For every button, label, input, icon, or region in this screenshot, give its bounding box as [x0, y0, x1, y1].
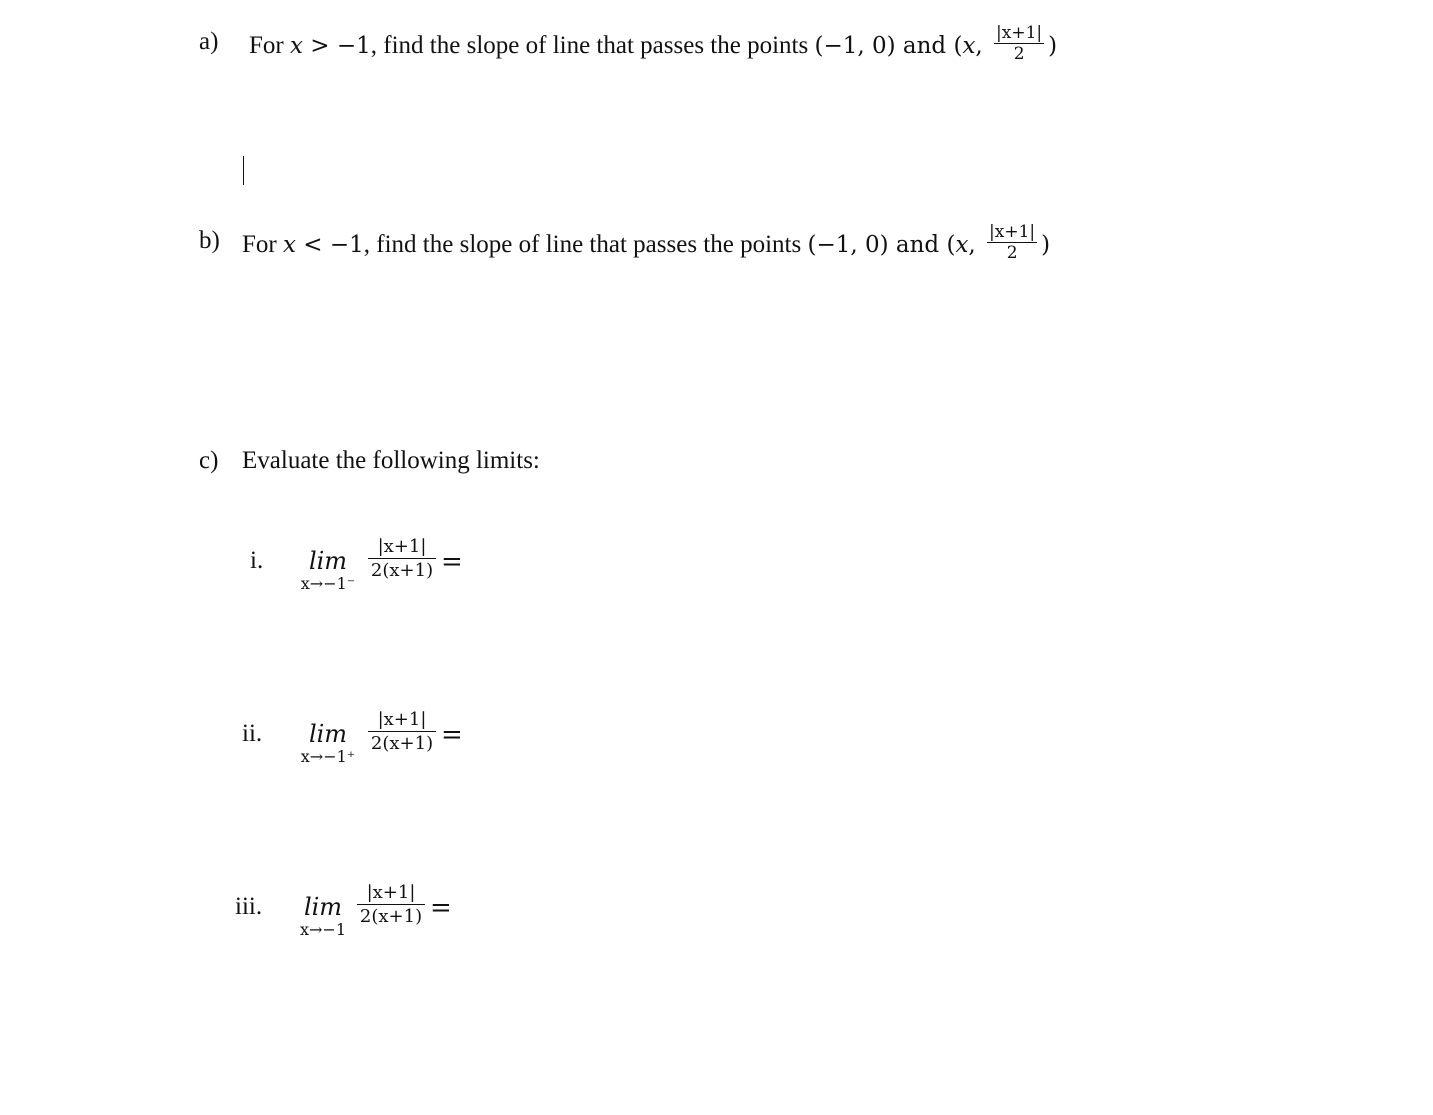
part-b-point2-close: ): [1041, 232, 1051, 259]
limit-i-lim: lim: [308, 547, 348, 575]
part-b-frac-den: 2: [1006, 243, 1018, 263]
part-b-relation: < −1: [295, 232, 364, 259]
part-a-text-middle: , find the slope of line that passes the points: [370, 32, 815, 60]
part-b-frac-num: |x+1|: [989, 222, 1036, 242]
part-a-var: x: [289, 33, 303, 60]
part-b-question: [242, 222, 1051, 267]
limit-ii-lim: lim: [308, 720, 348, 748]
limit-i-operator: [294, 547, 362, 593]
limit-ii-operator: [294, 720, 362, 766]
part-a-point2-comma: ,: [975, 33, 991, 60]
part-b-point2-comma: ,: [968, 232, 984, 259]
limit-ii-denominator: 2(x+1): [370, 733, 434, 754]
part-a-point2-close: ): [1048, 33, 1058, 60]
limit-i-denominator: 2(x+1): [370, 560, 434, 581]
limit-iii-subscript: x→−1: [299, 920, 346, 939]
limit-i-numerator: |x+1|: [368, 536, 436, 559]
part-a-point1: (−1, 0): [814, 33, 896, 60]
part-c-text: Evaluate the following limits:: [242, 447, 540, 474]
part-a-and: and: [895, 33, 954, 60]
limit-ii-fraction: [368, 709, 436, 756]
part-a-text-before: For: [249, 32, 290, 60]
limit-iii-lim: lim: [303, 893, 343, 921]
limit-iii-equals: =: [430, 893, 452, 923]
part-a-point2-open: (: [953, 33, 963, 60]
part-b-and: and: [888, 232, 947, 259]
limit-iii-operator: [294, 893, 352, 939]
part-b-point2-var: x: [955, 232, 969, 259]
part-a-question: [249, 23, 1058, 68]
part-a-label: a): [199, 28, 219, 55]
part-b-point2-open: (: [946, 232, 956, 259]
limit-iii-denominator: 2(x+1): [359, 906, 423, 927]
part-b-var: x: [282, 232, 296, 259]
part-b-fraction: [987, 222, 1037, 263]
limit-ii-numerator: |x+1|: [368, 709, 436, 732]
limit-ii-equals: =: [441, 720, 463, 750]
limit-i-fraction: [368, 536, 436, 583]
limit-i-label: i.: [250, 547, 264, 574]
part-b-text-before: For: [242, 231, 283, 259]
part-a-frac-num: |x+1|: [996, 23, 1043, 43]
limit-iii-label: iii.: [235, 893, 263, 920]
limit-i-subscript: x→−1⁻: [300, 574, 356, 593]
part-b-label: b): [199, 227, 220, 254]
part-b-point1: (−1, 0): [807, 232, 889, 259]
limit-ii-label: ii.: [242, 720, 263, 747]
limit-iii-fraction: [357, 882, 425, 929]
limit-ii-subscript: x→−1⁺: [300, 747, 356, 766]
part-a-point2-var: x: [962, 33, 976, 60]
part-b-text-middle: , find the slope of line that passes the points: [363, 231, 808, 259]
part-a-relation: > −1: [302, 33, 371, 60]
part-a-fraction: [994, 23, 1044, 64]
limit-i-equals: =: [441, 547, 463, 577]
part-c-label: c): [199, 447, 219, 474]
limit-iii-numerator: |x+1|: [357, 882, 425, 905]
text-cursor[interactable]: [243, 156, 244, 185]
part-a-frac-den: 2: [1013, 44, 1025, 64]
